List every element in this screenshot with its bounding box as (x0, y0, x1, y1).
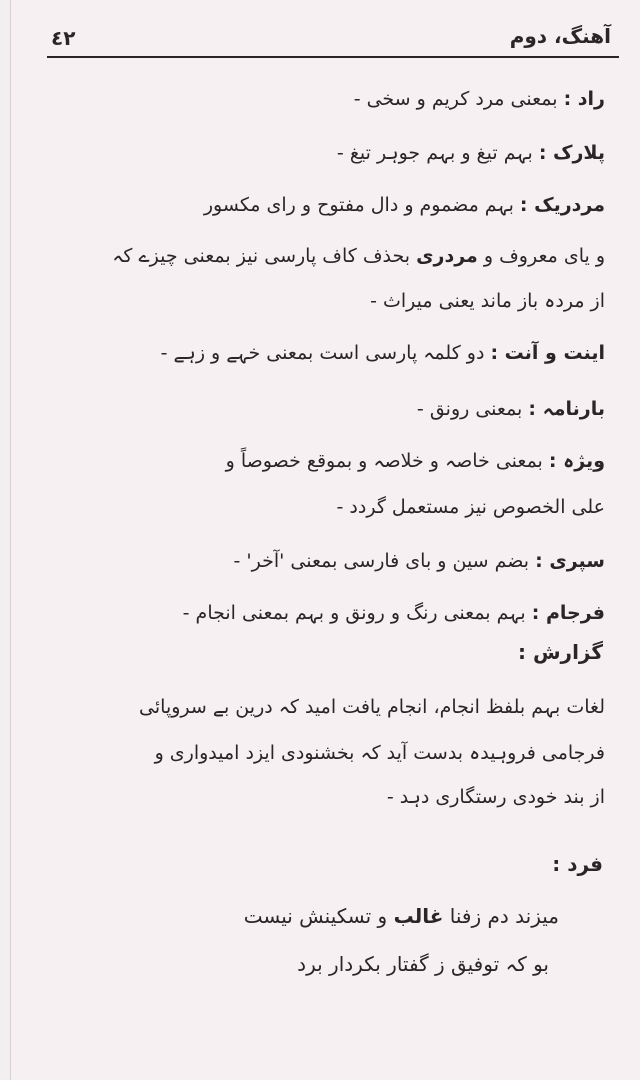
entry-text: بحذف کاف پارسی نیز بمعنی چیزے کہ (112, 245, 411, 267)
entry-farjam (47, 600, 605, 626)
verse-line-2: بو کہ توفیق ز گفتار بکردار برد (297, 952, 549, 976)
verse-text: میزند دم زفنا (449, 904, 559, 928)
running-title: آهنگ، دوم (509, 24, 611, 48)
entry-sipari (47, 548, 605, 574)
entry-term: فرجام : (531, 602, 605, 624)
guzarish-line: فرجامی فروہیدہ بدست آید کہ بخشنودی ایزد امیدواری و (154, 742, 605, 764)
entry-mardarik-cont-1 (47, 243, 605, 269)
guzarish-line: از بند خودی رستگاری دہد - (386, 786, 605, 808)
page-header (47, 18, 619, 58)
entry-text: و یای معروف و (483, 245, 605, 267)
entry-vizha (47, 448, 605, 474)
entry-term: پلارک : (538, 142, 605, 164)
page-number: ٤٢ (51, 26, 76, 50)
entry-text: بمعنی مرد کریم و سخی - (353, 88, 558, 110)
guzarish-line: لغات بہم بلفظ انجام، انجام یافت امید کہ درین بے سروپائی (139, 696, 605, 718)
book-page (10, 0, 640, 1080)
entry-text: بضم سین و بای فارسی بمعنی 'آخر' - (233, 550, 530, 572)
entry-text: بہم تیغ و بہم جوہر تیغ - (336, 142, 533, 164)
entry-text: از مردہ باز ماند یعنی میراث - (370, 290, 605, 312)
entry-text: بمعنی رونق - (416, 398, 523, 420)
entry-term: ویژہ : (548, 450, 605, 472)
entry-text: علی الخصوص نیز مستعمل گردد - (336, 496, 605, 518)
entry-term: سپری : (535, 550, 605, 572)
entry-mardarik-cont-2 (47, 288, 605, 314)
entry-term: مردریک : (519, 194, 605, 216)
entry-mardarik (47, 192, 605, 218)
entry-text: بہم بمعنی رنگ و رونق و بہم بمعنی انجام - (182, 602, 526, 624)
entry-raad (47, 86, 605, 112)
entry-term: اینت و آنت : (490, 342, 605, 364)
poet-name: غالب (393, 904, 444, 928)
entry-barnama (47, 396, 605, 422)
entry-vizha-cont (47, 494, 605, 520)
entry-pilark (47, 140, 605, 166)
guzarish-heading: گزارش : (518, 640, 603, 664)
entry-text: بمعنی خاصہ و خلاصہ و بموقع خصوصاً و (225, 450, 543, 472)
fard-heading: فرد : (552, 852, 603, 876)
entry-text: دو کلمہ پارسی است بمعنی خہے و زہے - (160, 342, 485, 364)
entry-aynat (47, 340, 605, 366)
entry-text: بہم مضموم و دال مفتوح و رای مکسور (203, 194, 514, 216)
entry-term: بارنامہ : (528, 398, 605, 420)
verse-text: و تسکینش نیست (243, 904, 388, 928)
verse-line-1 (244, 902, 559, 930)
entry-term: راد : (563, 88, 605, 110)
entry-term-inline: مردری (416, 245, 478, 267)
